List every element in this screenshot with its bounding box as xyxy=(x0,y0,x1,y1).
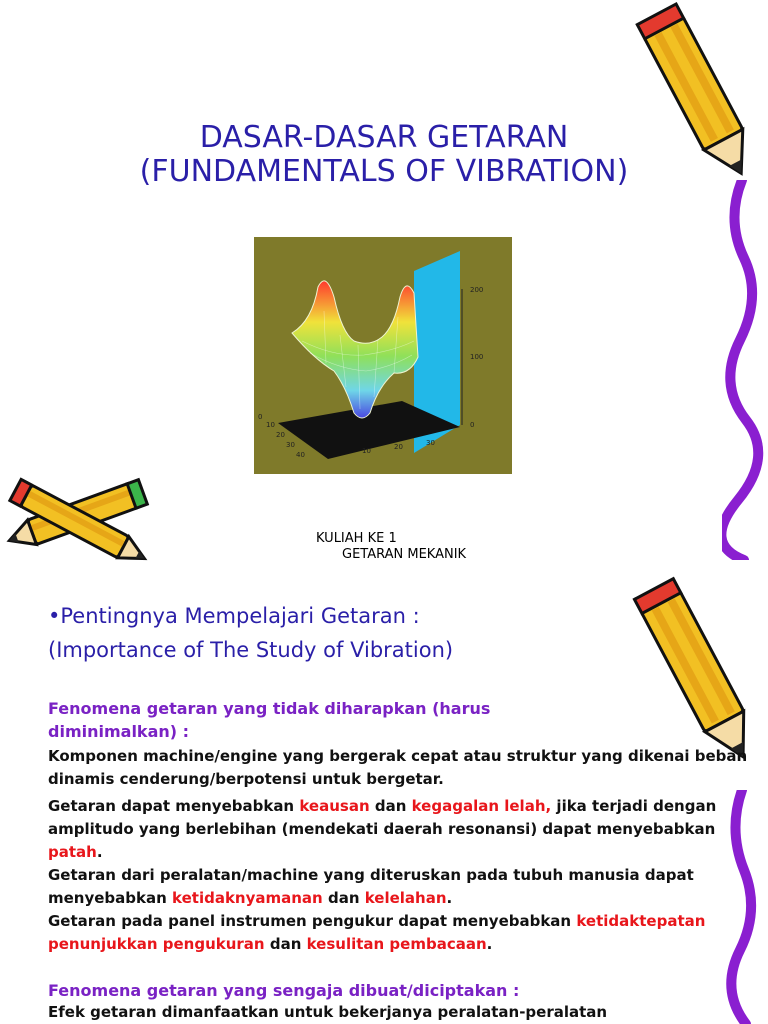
list-item: Komponen machine/engine yang bergerak cepat atau struktur yang dikenai beban dinamis cenderung/berpotensi untuk bergetar. xyxy=(48,747,748,788)
axis-tick-label: 30 xyxy=(286,441,295,449)
axis-tick-label: 20 xyxy=(394,443,403,451)
axis-tick-label: 40 xyxy=(296,451,305,459)
axis-tick-label: 0 xyxy=(258,413,263,421)
slide-title: DASAR-DASAR GETARAN xyxy=(199,120,569,155)
undesired-heading: Fenomena getaran yang tidak diharapkan (harus xyxy=(48,699,491,718)
emphasis-text: patah xyxy=(48,843,97,861)
list-item: Efek getaran dimanfaatkan untuk bekerjanya peralatan-peralatan xyxy=(48,1003,608,1021)
undesired-heading: diminimalkan) : xyxy=(48,722,190,741)
emphasis-text: kegagalan lelah, xyxy=(411,797,552,815)
axis-tick-label: 10 xyxy=(266,421,275,429)
z-tick-label: 0 xyxy=(470,421,475,429)
list-item: Getaran dapat menyebabkan keausan dan kegagalan lelah, jika terjadi dengan amplitudo yang berlebihan (mendekati daerah resonansi) dapat menyebabkan patah. xyxy=(48,797,717,861)
axis-tick-label: 30 xyxy=(426,439,435,447)
pencil-pair-icon xyxy=(0,462,160,574)
squiggle-border xyxy=(722,180,768,560)
z-tick-label: 200 xyxy=(470,286,484,294)
section-heading: •Pentingnya Mempelajari Getaran : xyxy=(48,604,420,628)
section-heading-english: (Importance of The Study of Vibration) xyxy=(48,638,454,662)
axis-tick-label: 20 xyxy=(276,431,285,439)
emphasis-text: ketidaknyamanan xyxy=(172,889,323,907)
list-item: Getaran dari peralatan/machine yang diteruskan pada tubuh manusia dapat menyebabkan ketidaknyamanan dan kelelahan. xyxy=(48,866,694,907)
emphasis-text: keausan xyxy=(299,797,370,815)
intentional-heading: Fenomena getaran yang sengaja dibuat/diciptakan : xyxy=(48,981,520,1000)
pencil-icon xyxy=(628,572,768,772)
emphasis-text: kesulitan pembacaan xyxy=(306,935,487,953)
course-name: GETARAN MEKANIK xyxy=(342,547,467,562)
list-item: Getaran pada panel instrumen pengukur dapat menyebabkan ketidaktepatan penunjukkan pengukuran dan kesulitan pembacaan. xyxy=(48,912,706,953)
axis-tick-label: 10 xyxy=(362,447,371,455)
lecture-number: KULIAH KE 1 xyxy=(316,531,397,546)
emphasis-text: kelelahan xyxy=(364,889,447,907)
slide-subtitle: (FUNDAMENTALS OF VIBRATION) xyxy=(139,154,629,189)
vibration-surface-figure xyxy=(254,237,512,474)
emphasis-text: ketidaktepatan penunjukkan pengukuran xyxy=(48,912,706,953)
z-tick-label: 100 xyxy=(470,353,484,361)
